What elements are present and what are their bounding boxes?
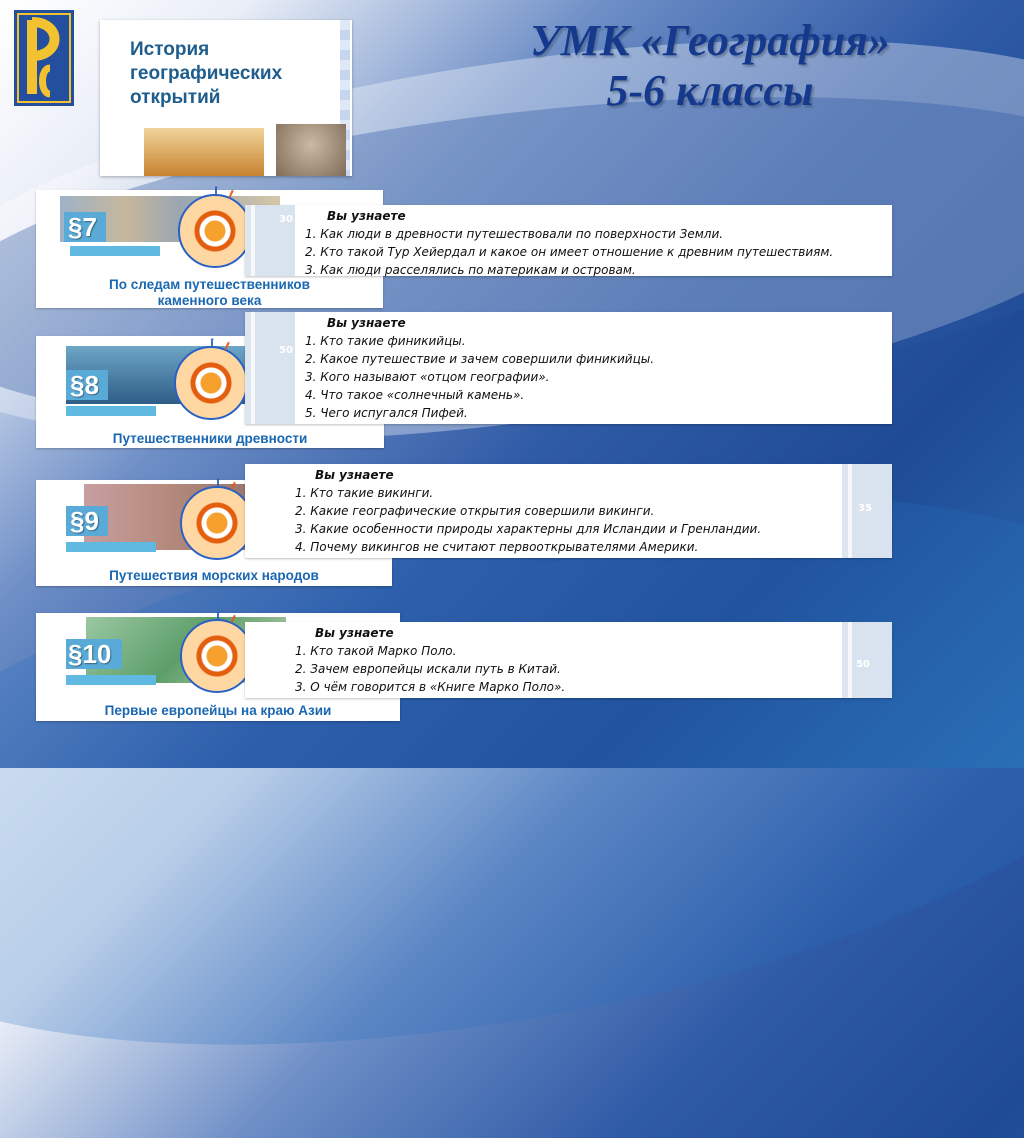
bust-illustration bbox=[276, 124, 346, 176]
page-marker: 50 bbox=[279, 345, 293, 356]
topic-info-8 bbox=[245, 312, 892, 424]
info-item: 2. Кто такой Тур Хейердал и какое он имеет отношение к древним путешествиям. bbox=[305, 245, 834, 259]
info-item: 3. О чём говорится в «Книге Марко Поло». bbox=[295, 680, 566, 694]
page-marker: 35 bbox=[858, 503, 872, 514]
topic-caption: Первые европейцы на краю Азии bbox=[104, 703, 332, 718]
map-strip bbox=[245, 312, 295, 424]
info-item: 1. Кто такие финикийцы. bbox=[305, 334, 466, 348]
compass-rose-icon bbox=[174, 346, 248, 420]
info-item: 1. Как люди в древности путешествовали по поверхности Земли. bbox=[305, 227, 724, 241]
info-item: 4. Почему викингов не считают первооткрывателями Америки. bbox=[295, 540, 699, 554]
slide-title-line2: 5-6 классы bbox=[606, 66, 814, 115]
color-bar bbox=[66, 406, 156, 416]
info-heading: Вы узнаете bbox=[327, 316, 406, 330]
color-bar bbox=[70, 246, 160, 256]
paragraph-badge: §7 bbox=[68, 212, 97, 242]
color-bar bbox=[66, 542, 156, 552]
info-item: 1. Кто такой Марко Поло. bbox=[295, 644, 457, 658]
compass-rose-icon bbox=[180, 486, 254, 560]
info-item: 3. Как люди расселялись по материкам и островам. bbox=[305, 263, 636, 277]
info-heading: Вы узнаете bbox=[315, 468, 394, 482]
page-marker: 50 bbox=[856, 659, 870, 670]
compass-rose-icon bbox=[180, 619, 254, 693]
info-item: 2. Какое путешествие и зачем совершили финикийцы. bbox=[305, 352, 655, 366]
book-cover bbox=[100, 20, 352, 176]
ship-illustration bbox=[144, 128, 264, 176]
paragraph-badge: §10 bbox=[68, 639, 112, 669]
info-item: 2. Зачем европейцы искали путь в Китай. bbox=[295, 662, 561, 676]
book-title: История географических открытий bbox=[130, 39, 283, 108]
info-item: 2. Какие географические открытия совершили викинги. bbox=[295, 504, 655, 518]
topic-caption: По следам путешественников каменного века bbox=[109, 277, 310, 308]
compass-rose-icon bbox=[178, 194, 252, 268]
slide-title-line1: УМК «География» bbox=[530, 16, 890, 65]
slide-title bbox=[470, 16, 950, 116]
publisher-logo bbox=[14, 10, 74, 106]
topic-info-7 bbox=[245, 205, 892, 276]
topic-info-10 bbox=[245, 622, 892, 698]
topic-info-9 bbox=[245, 464, 892, 558]
paragraph-badge: §8 bbox=[70, 370, 99, 400]
info-item: 1. Кто такие викинги. bbox=[295, 486, 434, 500]
info-item: 3. Кого называют «отцом географии». bbox=[305, 370, 550, 384]
info-item: 5. Чего испугался Пифей. bbox=[305, 406, 468, 420]
topic-caption: Путешествия морских народов bbox=[109, 568, 319, 583]
color-bar bbox=[66, 675, 156, 685]
page-marker: 30 bbox=[279, 214, 293, 225]
info-item: 4. Что такое «солнечный камень». bbox=[305, 388, 525, 402]
topic-caption: Путешественники древности bbox=[112, 431, 308, 446]
info-heading: Вы узнаете bbox=[327, 209, 406, 223]
paragraph-badge: §9 bbox=[70, 506, 99, 536]
info-heading: Вы узнаете bbox=[315, 626, 394, 640]
info-item: 3. Какие особенности природы характерны для Исландии и Гренландии. bbox=[295, 522, 762, 536]
